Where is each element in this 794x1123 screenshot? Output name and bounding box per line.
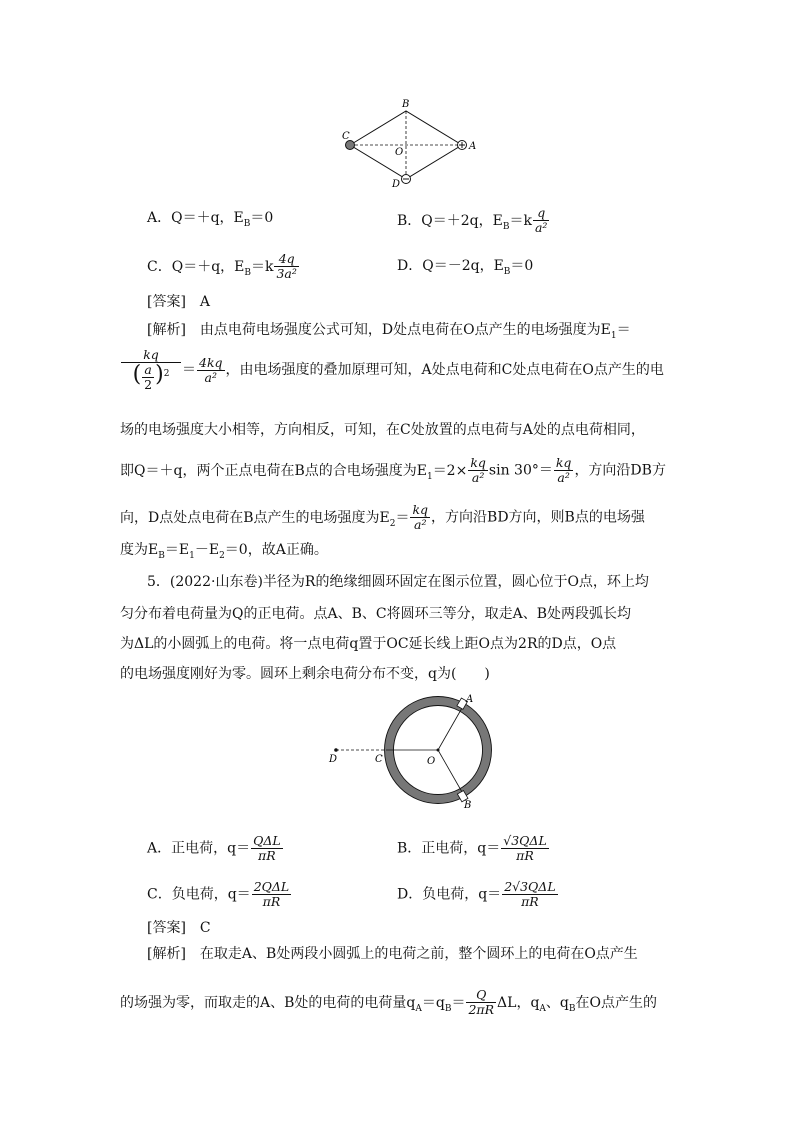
q5-explanation-1: [解析] 在取走A、B处两段小圆弧上的电荷之前，整个圆环上的电荷在O点产生 [147, 946, 638, 962]
label-o: O [395, 147, 404, 158]
q5-stem-2: 匀分布着电荷量为Q的正电荷。点A、B、C将圆环三等分，取走A、B处两段弧长均 [120, 606, 631, 622]
label-d: D [392, 179, 401, 190]
label-b: B [402, 99, 410, 110]
q5-option-a: A．正电荷，q＝ $\frac{\text{QΔL}}{\pi R}$ [147, 833, 281, 863]
label-a: A [469, 141, 477, 152]
q4-option-a: A．Q＝＋q，$E_B=0$ [147, 210, 274, 229]
q4-option-b: B．Q＝＋2q，$E_B=k$ $\frac{q}{\text{a²}}$ [397, 205, 548, 235]
q4-option-c: C．Q＝＋q，$E_B=k$ $\frac{4q}{\text{3a²}}$ [147, 251, 297, 281]
q4-option-d: D．Q＝－2q，$E_B=0$ [397, 258, 534, 277]
rhombus-figure [330, 95, 490, 190]
q4-explanation-2: kq ( $\frac{a}{2}$ )$^2$ ＝ $\frac{4kq}{\text{a²}}$ ，由电场强度的叠加原理可知，A处点电荷和C处点电荷在O点产生的电 [120, 348, 664, 408]
q5-option-c: C．负电荷，q＝ $\frac{\text{2QΔL}}{\pi R}$ [147, 879, 290, 909]
q5-option-d: D．负电荷，q＝ $\frac{\text{2√3QΔL}}{\pi R}$ [397, 879, 556, 909]
ring-label-o: O [427, 756, 436, 767]
q4-explanation-1: [解析] 由点电荷电场强度公式可知，D处点电荷在O点产生的电场强度为$E_1=$ [147, 322, 631, 341]
q4-answer: [答案] A [147, 294, 211, 310]
q5-stem-1: 5．(2022·山东卷)半径为R的绝缘细圆环固定在图示位置，圆心位于O点，环上均 [147, 574, 649, 590]
q4-explanation-3: 场的电场强度大小相等，方向相反，可知，在C处放置的点电荷与A处的点电荷相同， [120, 422, 645, 438]
q4-explanation-5: 向，D点处点电荷在B点产生的电场强度为$E_2=$ $\frac{kq}{\text{a²}}$ ，方向沿BD方向，则B点的电场强 [120, 502, 645, 532]
q5-answer: [答案] C [147, 920, 211, 936]
ring-label-a: A [466, 694, 474, 705]
q4-explanation-6: 度为$E_B=E_1-E_2=0$，故A正确。 [120, 542, 328, 561]
ring-label-d: D [329, 754, 338, 765]
q4-explanation-4: 即Q＝＋q，两个正点电荷在B点的合电场强度为$E_1=2\times$ $\frac{kq}{\text{a²}}$ sin 30°＝ $\frac{kq}{\text{a²}}$ ，方向沿DB方 [120, 455, 666, 485]
q5-stem-3: 为ΔL的小圆弧上的电荷。将一点电荷q置于OC延长线上距O点为2R的D点，O点 [120, 636, 617, 652]
q5-explanation-2: 的场强为零，而取走的A、B处的电荷的电荷量$q_A=q_B=$ $\frac{Q}{2\pi R}$ ΔL，$q_A$、$q_B$在O点产生的 [120, 987, 657, 1017]
ring-label-c: C [375, 754, 383, 765]
q5-option-b: B．正电荷，q＝ $\frac{\text{√3QΔL}}{\pi R}$ [397, 833, 547, 863]
ring-figure [320, 690, 510, 810]
ring-label-b: B [464, 800, 472, 810]
q5-stem-4: 的电场强度刚好为零。圆环上剩余电荷分布不变，q为( ) [120, 666, 490, 682]
label-c: C [342, 131, 350, 142]
